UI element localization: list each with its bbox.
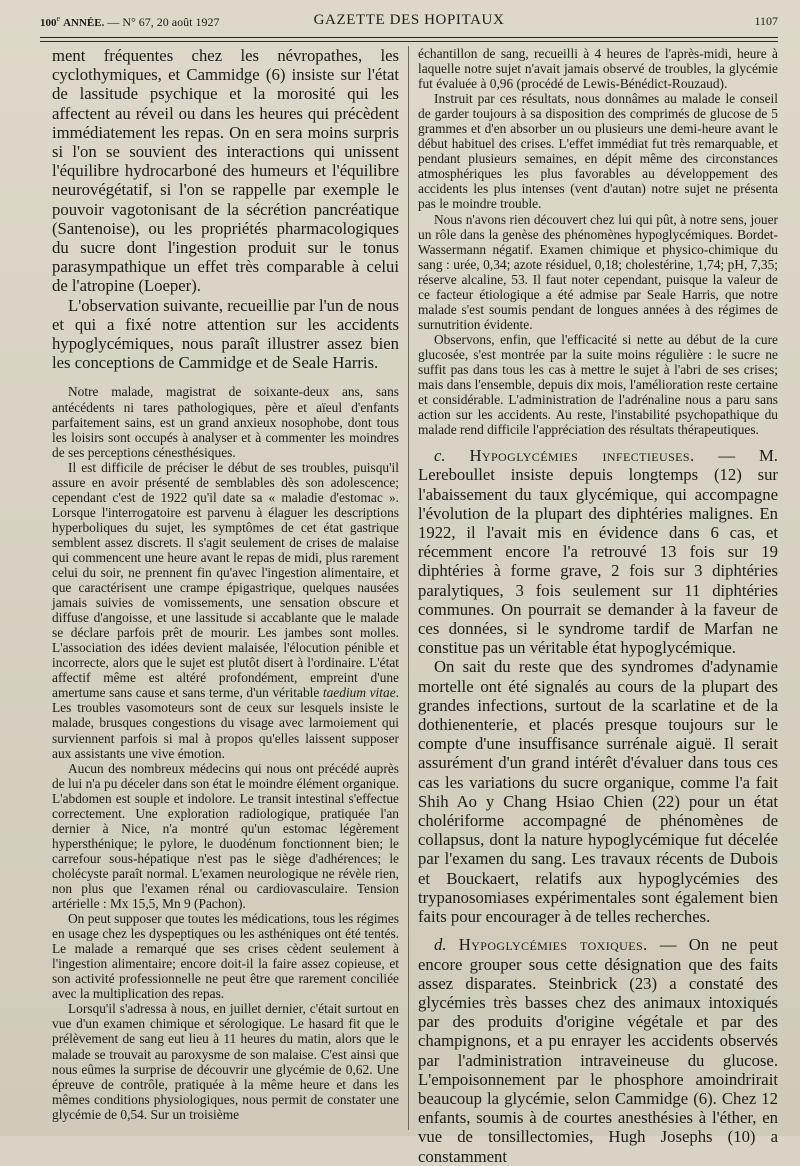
issue-date: — N° 67, 20 août 1927	[107, 15, 220, 29]
intro-paragraph: ment fréquentes chez les névropathes, les cyclothymiques, et Cammidge (6) insiste sur l'état de lassitude psychique et la morosité qui les affectent au réveil ou dans les heures qui précèdent immédiatement les repas. On en sera moins surpris si l'on se souvient des interactions qui unissent l'équilibre hydrocarboné des humeurs et l'équilibre neurovégétatif, si l'on se rappelle par exemple le pouvoir vagotonisant de la sécrétion pancréatique (Santenoise), ou les propriétés pharmacologiques du sucre dont l'ingestion produit sur le tonus parasympathique un effet très comparable à celui de l'atropine (Loeper).	[52, 46, 399, 296]
intro-paragraph-2: L'observation suivante, recueillie par l'un de nous et qui a fixé notre attention sur les accidents hypoglycémiques, nous paraît illustrer assez bien les conceptions de Cammidge et de Seale Harris.	[52, 295, 399, 373]
left-column	[52, 46, 399, 1136]
obs-p2-italic: taedium vitae	[322, 685, 396, 701]
journal-title: GAZETTE DES HOPITAUX	[313, 12, 505, 28]
spacer	[418, 437, 778, 446]
observation-paragraph-5: Lorsqu'il s'adressa à nous, en juillet dernier, c'était surtout en vue d'un examen chimique et sérologique. Le hasard fit que le prélèvement de sang eut lieu à 11 heures du matin, alors que le malade se trouvait au paroxysme de son malaise. C'est ainsi que nous eûmes la surprise de découvrir une glycémie de 0,62. Une épreuve de contrôle, pratiquée à la même heure et dans les mêmes conditions physiologiques, nous permit de constater une glycémie de 0,54. Sur un troisième	[52, 1001, 399, 1122]
year-word: ANNÉE.	[63, 17, 105, 29]
observation-paragraph-7: Nous n'avons rien découvert chez lui qui pût, à notre sens, jouer un rôle dans la genèse des phénomènes hypoglycémiques. Bordet-Wassermann négatif. Examen chimique et physico-chimique du sang : urée, 0,34; azote résiduel, 0,18; cholestérine, 1,74; pH, 7,35; réserve alcaline, 53. Il faut noter cependant, puisque la valeur de ce facteur étiologique a été admise par Seale Harris, que notre malade s'est soumis pendant de longues années à des régimes de surnutrition évidente.	[418, 211, 778, 332]
spacer	[52, 372, 399, 384]
header-rule-thick	[40, 37, 778, 38]
section-d-paragraph	[418, 935, 778, 1165]
running-header	[40, 10, 778, 32]
right-column	[418, 46, 779, 1166]
section-d-text: — On ne peut encore grouper sous cette désignation que des faits assez disparates. Steinbrick (23) a constaté des glycémies très basses chez des animaux intoxiqués par des produits d'origine végétale et par des champignons, et a pu enrayer les accidents observés par l'administration intraveineuse du glucose. L'empoisonnement par le phosphore amoindrirait beaucoup la glycémie, selon Cammidge (6). Chez 12 enfants, soumis à de courtes anesthésies à l'éther, en vue de tonsillectomies, Hugh Josephs (10) a constamment	[418, 935, 779, 1166]
observation-paragraph-4: On peut supposer que toutes les médications, tous les régimes en usage chez les dyspeptiques ou les asthéniques ont été tentés. Le malade a remarqué que ses crises cèdent seulement à l'ingestion alimentaire; encore doit-il la faire assez copieuse, et son activité professionnelle ne peut être que rarement conciliée avec la multiplication des repas.	[52, 911, 399, 1002]
page-number: 1107	[754, 14, 778, 28]
observation-paragraph-2	[52, 460, 399, 761]
section-c-paragraph-2: On sait du reste que des syndromes d'adynamie mortelle ont été signalés au cours de la plupart des grandes infections, surtout de la scarlatine et de la dothienenterie, et placés presque toujours sur le compte d'une insuffisance surrénale aiguë. Il serait assurément d'un grand intérêt d'évaluer dans tous ces cas les variations du sucre organique, comme l'a fait Shih Ao y Chang Hsiao Chien (22) pour un état cholériforme accompagné de phénomènes de collapsus, dont la nature hypoglycémique fut décelée par l'examen du sang. Les travaux récents de Dubois et Bouckaert, relatifs aux hypoglycémies des trypanosomiases expérimentales sont également bien faits pour encourager à de telles recherches.	[418, 657, 778, 927]
header-rule-thin	[40, 41, 778, 42]
column-divider	[408, 46, 409, 1130]
year-number: 100	[40, 17, 57, 29]
obs-p2-text-b: . Les troubles vasomoteurs sont de ceux sur lesquels insiste le malade, brusques congestions du visage avec larmoiement qui surviennent parfois si mal à propos qu'elles laissent supposer aux assistants une vive émotion.	[52, 685, 399, 761]
section-c-title: Hypoglycémies infectieuses.	[469, 446, 695, 466]
observation-paragraph-1: Notre malade, magistrat de soixante-deux ans, sans antécédents ni tares pathologiques, père et aïeul d'enfants parfaitement sains, est un grand anxieux nosophobe, dont tous les loisirs sont occupés à analyser et à commenter les moindres de ses perceptions cénesthésiques.	[52, 384, 399, 460]
spacer	[418, 926, 778, 935]
section-c-label: c.	[434, 446, 470, 466]
section-d-title: Hypoglycémies toxiques.	[458, 935, 648, 955]
observation-paragraph-6: Instruit par ces résultats, nous donnâmes au malade le conseil de garder toujours à sa disposition des comprimés de glucose de 5 grammes et d'en absorber un ou plusieurs une demi-heure avant le début habituel des crises. L'effet immédiat fut très remarquable, et pendant plusieurs semaines, en dépit même des circonstances atmosphériques les plus favorables au développement des accidents les plus intenses (vent d'autan) notre sujet ne présenta pas le moindre trouble.	[418, 91, 778, 212]
year-superscript: e	[56, 14, 61, 23]
section-d-label: d.	[434, 935, 459, 955]
obs-p2-text-a: Il est difficile de préciser le début de ses troubles, puisqu'il assure en avoir présenté de semblables dès son adolescence; cependant c'est de 1922 qu'il date sa « maladie d'estomac ». Lorsque l'interrogatoire est parvenu à élaguer les descriptions hyperboliques du sujet, les symptômes de cet état gastrique semblent assez discrets. Il s'agit seulement de crises de malaise qui commencent une heure avant le repas de midi, plus rarement celui du soir, ne prennent fin qu'avec l'ingestion alimentaire, et que caractérisent une crampe épigastrique, quelques nausées jamais suivies de vomissements, une sensation obscure et diffuse d'angoisse, et une lassitude si accablante que le malade se déclare parfois prêt de mourir. Les jambes sont molles. L'association des idées devient malaisée, l'élocution pénible et incorrecte, alors que le sujet est plutôt disert à l'ordinaire. L'état affectif même est altéré profondément, empreint d'une amertume sans cause et sans terme, d'un véritable	[52, 459, 399, 701]
observation-paragraph-3: Aucun des nombreux médecins qui nous ont précédé auprès de lui n'a pu déceler dans son état le moindre élément organique. L'abdomen est souple et indolore. Le transit intestinal s'effectue correctement. Une exploration radiologique, pratiquée l'an dernier à Nice, n'a montré qu'un estomac légèrement hypersthénique; le pylore, le duodénum fonctionnent bien; le carrefour sous-hépatique n'est pas le siège d'adhérences; le cholécyste paraît normal. L'examen neurologique ne révèle rien, non plus que l'examen rénal ou cardiovasculaire. Tension artérielle : Mx 15,5, Mn 9 (Pachon).	[52, 760, 399, 912]
observation-continued: échantillon de sang, recueilli à 4 heures de l'après-midi, heure à laquelle notre sujet n'avait jamais observé de troubles, la glycémie fut évaluée à 0,96 (procédé de Lewis-Bénédict-Rouzaud).	[418, 46, 778, 92]
section-c-paragraph	[418, 446, 778, 657]
observation-paragraph-8: Observons, enfin, que l'efficacité si nette au début de la cure glucosée, s'est montrée par la suite moins régulière : le sucre ne suffit pas dans tous les cas à mettre le sujet à l'abri de ses crises; mais dans l'ensemble, depuis dix mois, l'amélioration reste certaine et considérable. L'administration de l'adrénaline nous a paru sans action sur les accidents. Au reste, l'instabilité psychopathique du malade rend difficile l'appréciation des résultats thérapeutiques.	[418, 331, 778, 438]
section-c-text: — M. Lereboullet insiste depuis longtemps (12) sur l'abaissement du taux glycémique, qui accompagne l'évolution de la plupart des diphtéries malignes. En 1922, il l'avait mis en évidence dans 6 cas, et récemment encore l'a retrouvé 13 fois sur 19 diphtéries à forme grave, 2 fois sur 3 diphtéries paralytiques, 3 fois seulement sur 11 diphtéries communes. On pourrait se demander à la faveur de ces données, si le syndrome tardif de Marfan ne constitue pas un véritable état hypoglycémique.	[418, 446, 778, 658]
